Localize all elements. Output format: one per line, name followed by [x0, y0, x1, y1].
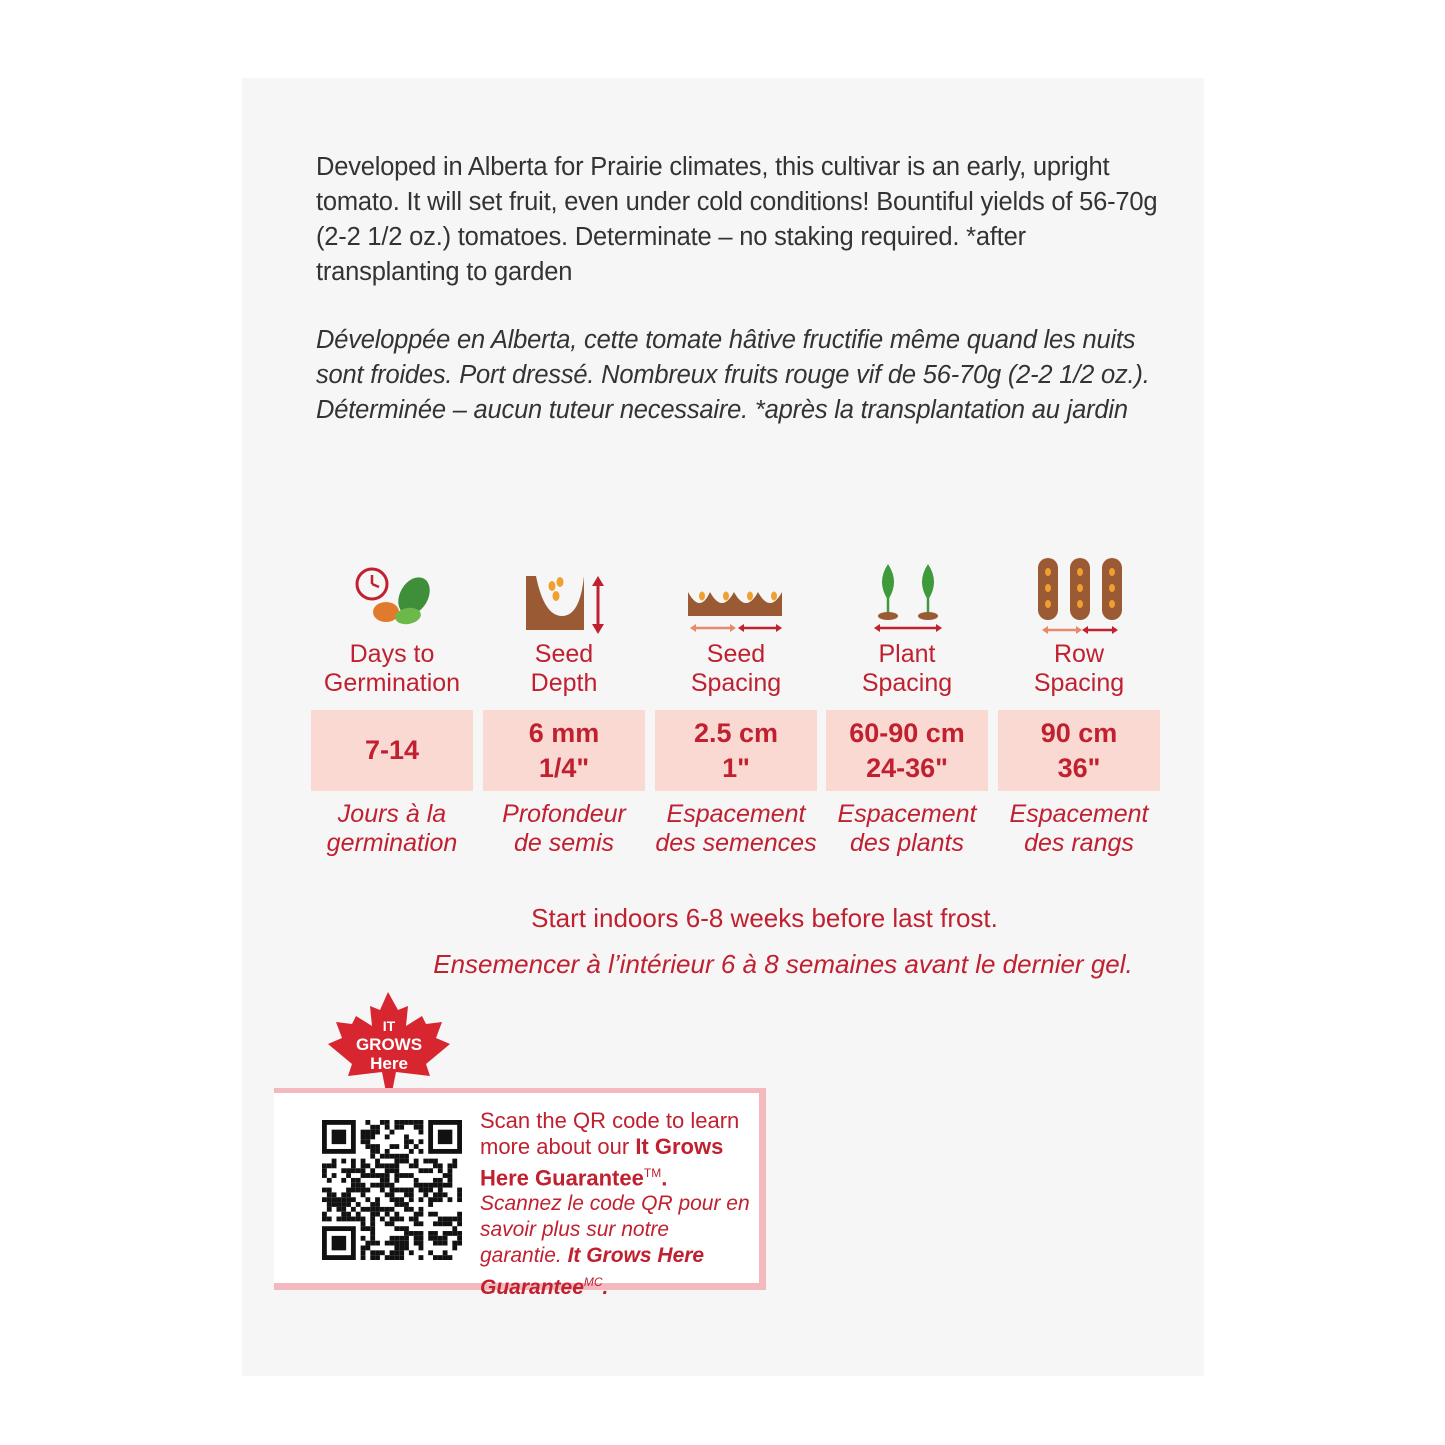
- badge-text-it: IT: [382, 1018, 396, 1034]
- value-row-spacing: 90 cm 36": [998, 710, 1160, 791]
- value-days-to-germination: 7-14: [311, 710, 473, 791]
- qr-code-pattern: [322, 1120, 462, 1260]
- badge-text-grows: GROWS: [355, 1035, 423, 1054]
- start-indoors-french: Ensemencer à l’intérieur 6 à 8 semaines avant le dernier gel.: [433, 949, 1133, 979]
- description-english: Developed in Alberta for Prairie climates, this cultivar is an early, upright tomato. It will set fruit, even under cold conditions! Bountiful yields of 56-70g (2-2 1/2 oz.) tomatoes. Determinate – no staking required. *after transplanting to garden: [316, 153, 1158, 286]
- qr-code[interactable]: [310, 1108, 470, 1268]
- label-profondeur-semis: Profondeur de semis: [502, 800, 626, 857]
- label-seed-spacing: Seed Spacing: [690, 640, 782, 697]
- value-seed-spacing: 2.5 cm 1": [655, 710, 817, 791]
- start-indoors-english: Start indoors 6-8 weeks before last frost.: [531, 903, 998, 933]
- label-espacement-semences: Espacement des semences: [655, 800, 817, 857]
- label-espacement-plants: Espacement des plants: [837, 800, 977, 857]
- label-plant-spacing: Plant Spacing: [861, 640, 953, 697]
- description-french: Développée en Alberta, cette tomate hâtive fructifie même quand les nuits sont froides. Port dressé. Nombreux fruits rouge vif de 56-70g (2-2 1/2 oz.). Déterminée – aucun tuteur necessaire. *après la transplantation au jardin: [316, 326, 1150, 424]
- label-days-to-germination: Days to Germination: [323, 640, 461, 697]
- qr-text-english: Scan the QR code to learn more about our It Grows Here Guarantee™.: [480, 1108, 740, 1191]
- label-jours-germination: Jours à la germination: [326, 800, 458, 857]
- value-seed-depth: 6 mm 1/4": [483, 710, 645, 791]
- seed-spacing-icon: [686, 584, 786, 636]
- clock-seedling-icon: [352, 566, 434, 632]
- qr-description: [480, 1108, 750, 1301]
- row-spacing-icon: [1036, 556, 1124, 638]
- plant-spacing-icon: [870, 560, 946, 636]
- label-espacement-rangs: Espacement des rangs: [1009, 800, 1149, 857]
- badge-text-here: Here: [370, 1054, 408, 1073]
- qr-text-french: Scannez le code QR pour en savoir plus sur notre garantie. It Grows Here Guarantee$^{MC}$.: [480, 1192, 750, 1300]
- seed-depth-icon: [522, 572, 612, 634]
- value-plant-spacing: 60-90 cm 24-36": [826, 710, 988, 791]
- label-row-spacing: Row Spacing: [1033, 640, 1125, 697]
- label-seed-depth: Seed Depth: [530, 640, 598, 697]
